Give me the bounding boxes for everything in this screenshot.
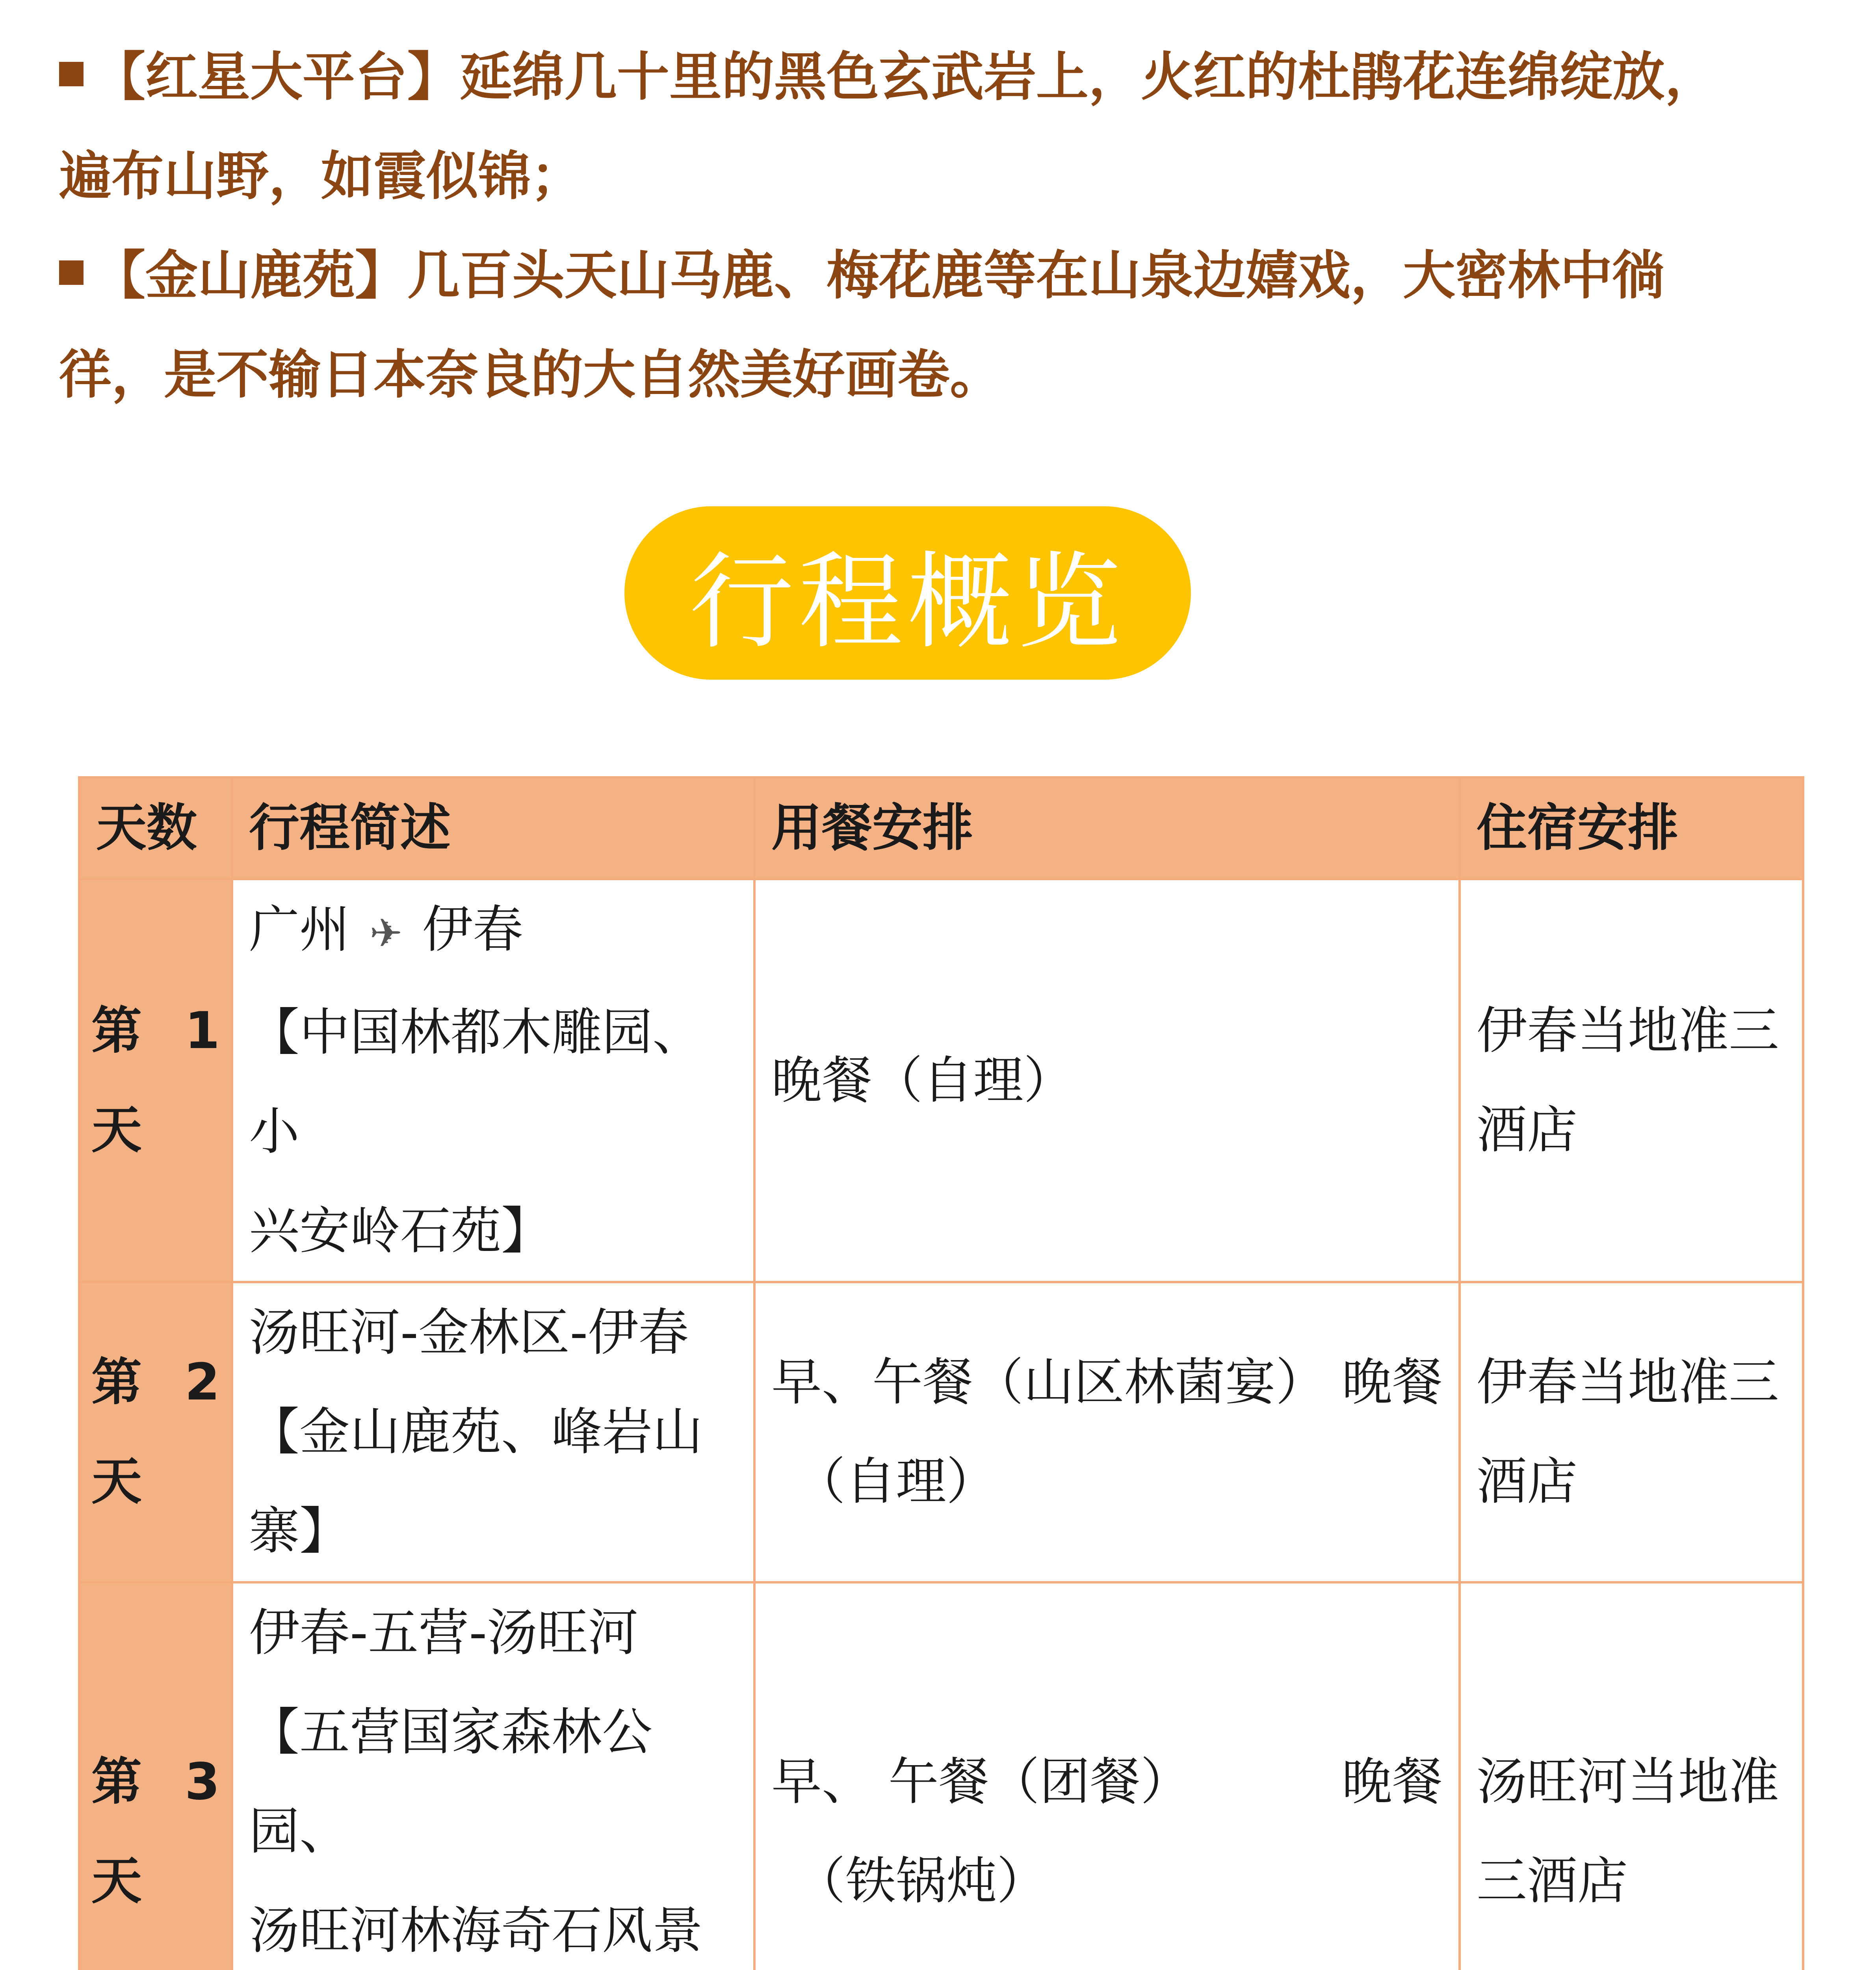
intro-paragraph-red-star bbox=[59, 28, 1824, 226]
meal-dinner-detail: （铁锅炖） bbox=[795, 1852, 1048, 1911]
table-row bbox=[79, 1282, 1803, 1582]
section-title: 行程概览 bbox=[689, 541, 1126, 663]
day-number: 3 bbox=[184, 1753, 220, 1811]
table-row bbox=[79, 879, 1803, 1282]
day-cell bbox=[79, 1582, 232, 1970]
day-suffix: 天 bbox=[91, 1452, 142, 1511]
sights-line: 【五营国家森林公园、 bbox=[249, 1703, 653, 1861]
sights-line: 【中国林都木雕园、小 bbox=[249, 1003, 703, 1161]
sights-line: 兴安岭石苑】 bbox=[249, 1202, 552, 1260]
day-cell bbox=[79, 879, 232, 1282]
header-route-summary: 行程简述 bbox=[232, 777, 754, 879]
hotel-line: 酒店 bbox=[1477, 1452, 1578, 1511]
itinerary-table bbox=[78, 776, 1804, 1970]
route-line: 伊春-五营-汤旺河 bbox=[249, 1604, 639, 1662]
route-line: 汤旺河-金林区-伊春 bbox=[249, 1303, 689, 1362]
hotel-cell bbox=[1460, 1582, 1803, 1970]
route-from: 广州 bbox=[249, 900, 350, 959]
sights-line: 寨】 bbox=[249, 1502, 350, 1561]
day-label: 第 bbox=[91, 1753, 142, 1811]
meal-dinner: 晚餐 bbox=[1341, 1753, 1443, 1811]
sights-line: 【金山鹿苑、峰岩山 bbox=[249, 1403, 703, 1461]
hotel-line: 酒店 bbox=[1477, 1100, 1578, 1160]
day-label: 第 bbox=[91, 1353, 142, 1412]
hotel-line: 伊春当地准三 bbox=[1477, 1353, 1779, 1412]
meal-text: 早、午餐（山区林菌宴） bbox=[771, 1353, 1326, 1412]
intro-paragraph-deer-garden bbox=[59, 226, 1824, 425]
route-cell bbox=[232, 1582, 754, 1970]
intro-line: 徉，是不输日本奈良的大自然美好画卷。 bbox=[59, 345, 1002, 405]
table-row bbox=[79, 1582, 1803, 1970]
meal-cell bbox=[754, 879, 1460, 1282]
route-cell bbox=[232, 879, 754, 1282]
header-lodging: 住宿安排 bbox=[1460, 777, 1803, 879]
hotel-line: 汤旺河当地准 bbox=[1477, 1753, 1779, 1811]
square-bullet-icon bbox=[59, 260, 84, 285]
route-to: 伊春 bbox=[422, 900, 523, 959]
day-number: 2 bbox=[184, 1353, 220, 1412]
meal-dinner-detail: （自理） bbox=[795, 1452, 997, 1511]
meal-text: 晚餐（自理） bbox=[771, 1051, 1074, 1110]
hotel-line: 三酒店 bbox=[1477, 1852, 1628, 1911]
meal-text: 早、 午餐（团餐） bbox=[771, 1753, 1191, 1811]
header-days: 天数 bbox=[79, 777, 232, 879]
meal-dinner: 晚餐 bbox=[1341, 1353, 1443, 1412]
hotel-cell bbox=[1460, 879, 1803, 1282]
hotel-line: 伊春当地准三 bbox=[1477, 1001, 1779, 1060]
route-line bbox=[249, 880, 737, 983]
table-header-row bbox=[79, 777, 1803, 879]
day-suffix: 天 bbox=[91, 1852, 142, 1911]
section-title-pill bbox=[624, 506, 1191, 680]
sights-line: 汤旺河林海奇石风景 bbox=[249, 1901, 703, 1960]
day-cell bbox=[79, 1282, 232, 1582]
header-meals: 用餐安排 bbox=[754, 777, 1460, 879]
airplane-icon: ✈ bbox=[370, 910, 403, 956]
day-suffix: 天 bbox=[91, 1100, 142, 1160]
day-label: 第 bbox=[91, 1001, 142, 1060]
day-number: 1 bbox=[184, 1001, 220, 1060]
square-bullet-icon bbox=[59, 62, 84, 86]
meal-cell bbox=[754, 1282, 1460, 1582]
intro-text-block bbox=[59, 28, 1824, 425]
hotel-cell bbox=[1460, 1282, 1803, 1582]
meal-cell bbox=[754, 1582, 1460, 1970]
intro-line: 【红星大平台】延绵几十里的黑色玄武岩上，火红的杜鹃花连绵绽放， bbox=[93, 47, 1717, 108]
route-cell bbox=[232, 1282, 754, 1582]
intro-line: 遍布山野，如霞似锦； bbox=[59, 146, 583, 207]
intro-line: 【金山鹿苑】几百头天山马鹿、梅花鹿等在山泉边嬉戏，大密林中徜 bbox=[93, 245, 1665, 306]
